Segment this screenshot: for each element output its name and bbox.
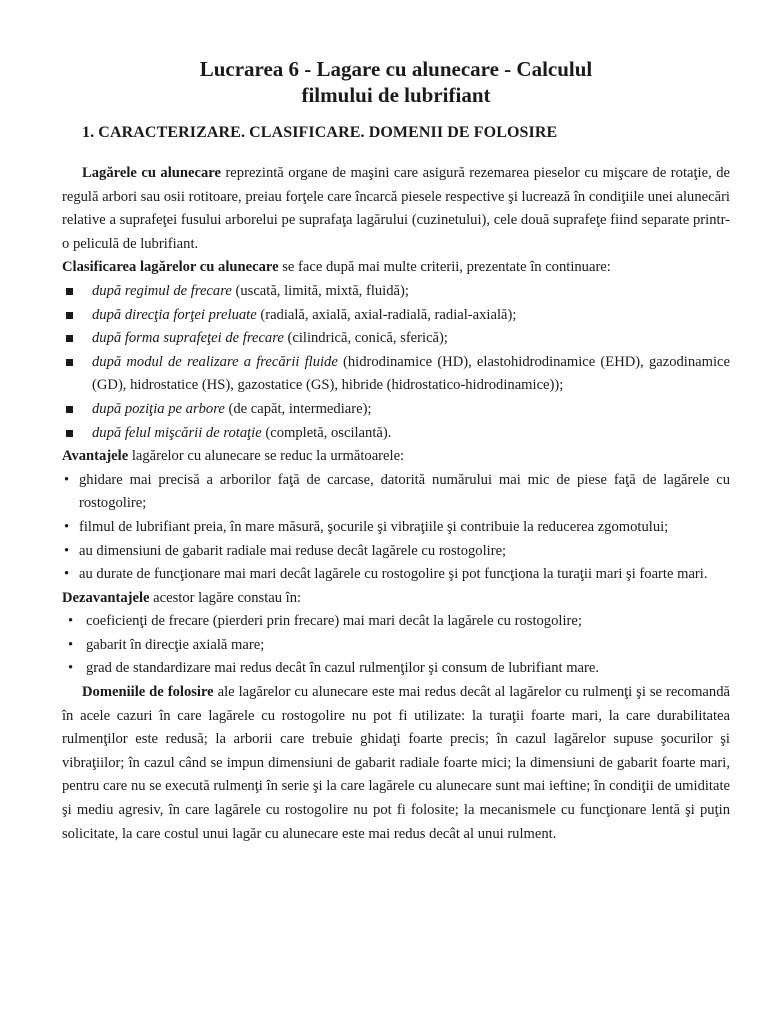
criterion-detail: (cilindrică, conică, sferică);: [283, 330, 448, 347]
list-item: [62, 280, 730, 304]
list-item: • au dimensiuni de gabarit radiale mai reduse decât lagărele cu rostogolire;: [62, 540, 730, 564]
criterion-text: după forma suprafeţei de frecare: [92, 330, 284, 347]
criterion-text: după poziţia pe arbore: [92, 400, 225, 417]
domains-paragraph: [62, 681, 730, 846]
disadvantages-bold-term: Dezavantajele: [62, 589, 150, 606]
page-title: [62, 0, 730, 108]
list-item: [62, 422, 730, 446]
title-line-1: Lucrarea 6 - Lagare cu alunecare - Calculul: [199, 57, 593, 81]
criterion-detail: (uscată, limită, mixtă, fluidă);: [231, 282, 409, 299]
list-item: • au durate de funcţionare mai mari decât lagărele cu rostogolire şi pot funcţiona la turaţii mari şi foarte mari.: [62, 563, 730, 587]
disadvantages-list: [62, 610, 730, 681]
classification-paragraph: [62, 256, 730, 280]
criterion-detail: (radială, axială, axial-radială, radial-axială);: [256, 306, 517, 323]
list-item: [62, 351, 730, 398]
list-item: • ghidare mai precisă a arborilor faţă de carcase, datorită numărului mai mic de piese faţă de lagărele cu rostogolire;: [62, 469, 730, 516]
advantages-paragraph: [62, 445, 730, 469]
domains-text: ale lagărelor cu alunecare este mai redus decât al lagărelor cu rulmenţi şi se recomandă în acele cazuri în care lagărele cu rostogolire nu pot fi utilizate: la turaţii foarte mari, la care durabilitatea rulmenţilor este redusă; la arborii care trebuie ghidaţi foarte precis; în cazul lagărelor supuse şocurilor şi vibraţiilor; în cazul când se impun dimensiuni de gabarit radiale foarte mici; la dimensiuni de gabarit foarte mari, pentru care nu se execută rulmenţi în serie şi la care lagărele cu alunecare sunt mai ieftine; în condiţii de umiditate şi mediu agresiv, în care lagărele cu rostogolire nu pot fi folosite; la mecanismele cu funcţionare lentă şi puţin solicitate, la care costul unui lagăr cu alunecare este mai redus decât al unui rulment.: [62, 684, 730, 842]
criterion-detail: (hidrodinamice (HD), elastohidrodinamice (EHD), gazodinamice (GD), hidrostatice (HS), gazostatice (GS), hibride (hidrostatico-hidrodinamice));: [92, 353, 730, 394]
disadvantages-text: acestor lagăre constau în:: [149, 589, 302, 606]
list-item: [62, 398, 730, 422]
title-line-2: filmului de lubrifiant: [301, 83, 491, 107]
advantages-list: [62, 469, 730, 587]
criterion-detail: (completă, oscilantă).: [261, 424, 392, 441]
criterion-detail: (de capăt, intermediare);: [224, 400, 372, 417]
intro-text: reprezintă organe de maşini care asigură rezemarea pieselor cu mişcare de rotaţie, de regulă arbori sau osii rotitoare, preiau forţele care încarcă piesele respective şi lucrează în condiţiile unei alunecări relative a suprafeţei fusului arborelui pe suprafaţa lagărului (cuzinetului), cele două suprafeţe fiind separate printr-o peliculă de lubrifiant.: [62, 165, 730, 252]
disadvantages-paragraph: [62, 587, 730, 611]
classification-text: se face după mai multe criterii, prezentate în continuare:: [278, 259, 611, 276]
advantages-text: lagărelor cu alunecare se reduc la următoarele:: [128, 448, 405, 465]
criterion-text: după direcţia forţei preluate: [92, 306, 257, 323]
intro-paragraph: [62, 162, 730, 256]
list-item: [62, 304, 730, 328]
classification-bold-term: Clasificarea lagărelor cu alunecare: [62, 259, 279, 276]
section-heading: 1. CARACTERIZARE. CLASIFICARE. DOMENII DE FOLOSIRE: [82, 124, 558, 141]
list-item: • grad de standardizare mai redus decât în cazul rulmenţilor şi consum de lubrifiant mare.: [62, 657, 730, 681]
criterion-text: după felul mişcării de rotaţie: [92, 424, 262, 441]
list-item: • gabarit în direcţie axială mare;: [62, 634, 730, 658]
criterion-text: după modul de realizare a frecării fluide: [92, 353, 338, 370]
classification-list: [62, 280, 730, 445]
advantages-bold-term: Avantajele: [62, 448, 129, 465]
criterion-text: după regimul de frecare: [92, 282, 232, 299]
list-item: • coeficienţi de frecare (pierderi prin frecare) mai mari decât la lagărele cu rostogolire;: [62, 610, 730, 634]
list-item: • filmul de lubrifiant preia, în mare măsură, şocurile şi vibraţiile şi contribuie la reducerea zgomotului;: [62, 516, 730, 540]
list-item: [62, 327, 730, 351]
domains-bold-term: Domeniile de folosire: [82, 684, 214, 701]
intro-bold-term: Lagărele cu alunecare: [82, 165, 221, 181]
